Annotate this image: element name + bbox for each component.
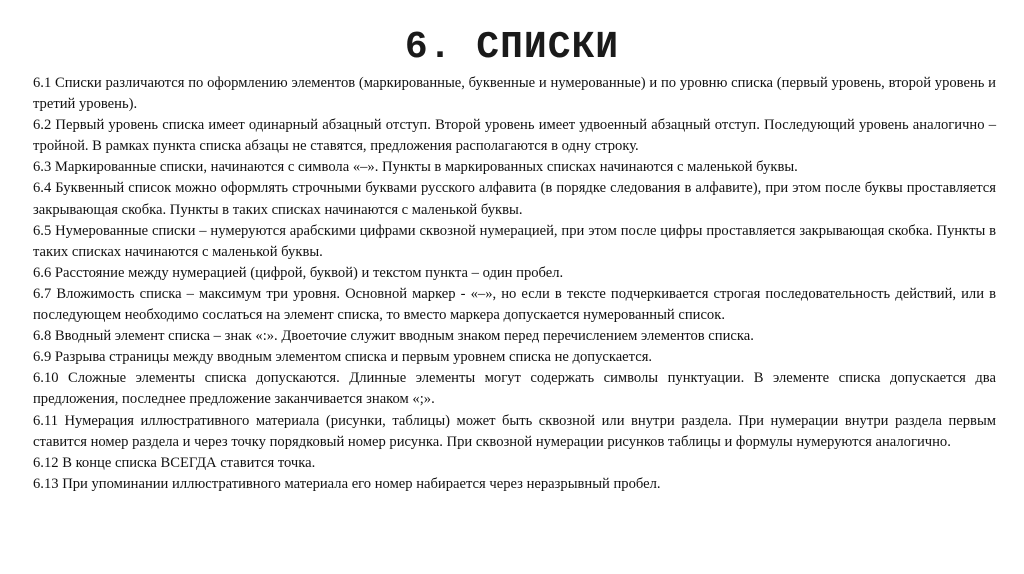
list-item-6-8: 6.8 Вводный элемент списка – знак «:». Двоеточие служит вводным знаком перед перечислением элементов списка. [33,328,754,345]
list-item-6-3: 6.3 Маркированные списки, начинаются с символа «–». Пункты в маркированных списках начинаются с маленькой буквы. [33,159,798,176]
list-item-6-1: 6.1 Списки различаются по оформлению элементов (маркированные, буквенные и нумерованные) и по уровню списка (первый уровень, второй уровень и третий уровень). [33,75,996,113]
list-item-6-13: 6.13 При упоминании иллюстративного материала его номер набирается через неразрывный пробел. [33,475,661,492]
list-item-6-6: 6.6 Расстояние между нумерацией (цифрой, буквой) и текстом пункта – один пробел. [33,264,564,281]
slide-title: 6. СПИСКИ [404,26,620,69]
list-item-6-7: 6.7 Вложимость списка – максимум три уровня. Основной маркер - «–», но если в тексте подчеркивается строгая последовательность действий, или в последующем необходимо сослаться на элемент списка, то вместо маркера допускается нумерованный список. [33,285,996,324]
list-item-6-2: 6.2 Первый уровень списка имеет одинарный абзацный отступ. Второй уровень имеет удвоенный абзацный отступ. Последующий уровень аналогично – тройной. В рамках пункта списка абзацы не ставятся, предложения располагаются в одну строку. [33,117,996,155]
list-item-6-11: 6.11 Нумерация иллюстративного материала (рисунки, таблицы) может быть сквозной или внутри раздела. При нумерации внутри раздела первым ставится номер раздела и через точку порядковый номер рисунка. При сквозной нумерации рисунков таблицы и формулы нумеруются аналогично. [33,412,996,450]
list-item-6-10: 6.10 Сложные элементы списка допускаются. Длинные элементы могут содержать символы пунктуации. В элементе списка допускается два предложения, последнее предложение заканчивается знаком «;». [33,370,996,408]
slide-body [33,73,996,495]
list-item-6-12: 6.12 В конце списка ВСЕГДА ставится точка. [33,454,316,471]
list-item-6-9: 6.9 Разрыва страницы между вводным элементом списка и первым уровнем списка не допускается. [33,349,653,366]
list-item-6-4: 6.4 Буквенный список можно оформлять строчными буквами русского алфавита (в порядке следования в алфавите), при этом после буквы проставляется закрывающая скобка. Пункты в таких списках начинаются с маленькой буквы. [33,180,996,218]
list-item-6-5: 6.5 Нумерованные списки – нумеруются арабскими цифрами сквозной нумерацией, при этом после цифры проставляется закрывающая скобка. Пункты в таких списках начинаются с маленькой буквы. [33,222,996,260]
